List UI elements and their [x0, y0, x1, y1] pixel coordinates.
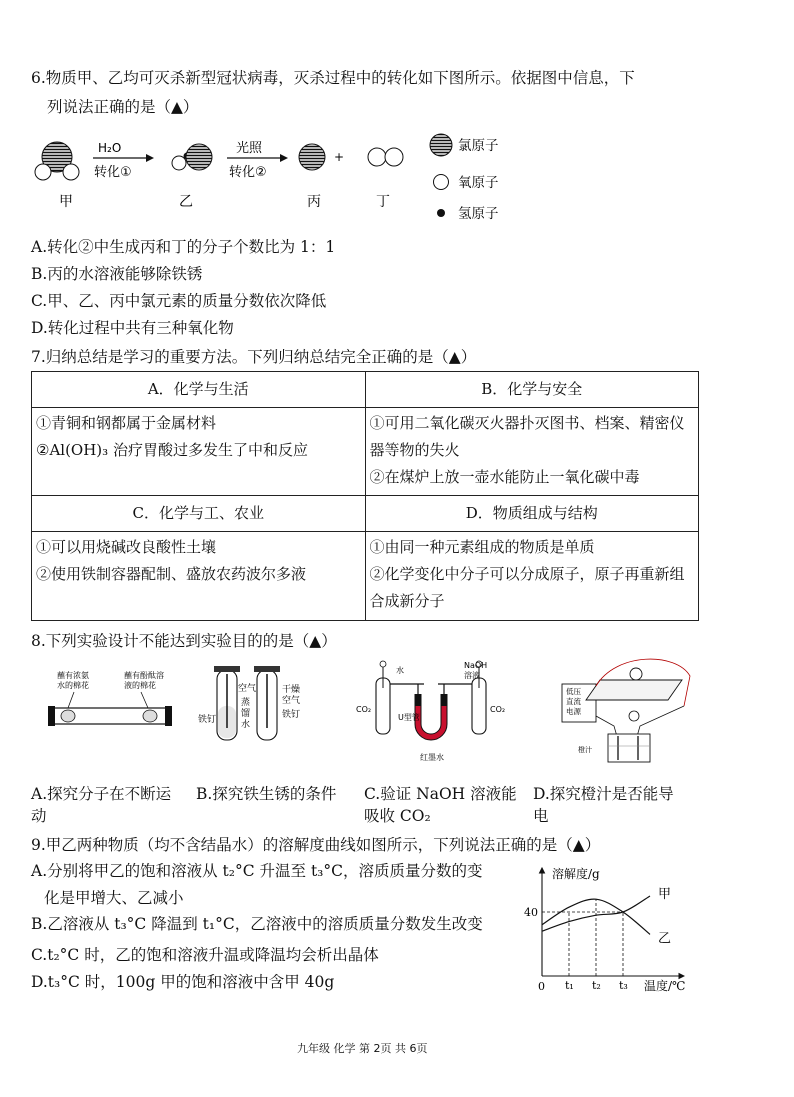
svg-text:液的棉花: 液的棉花 — [124, 681, 156, 690]
svg-text:橙汁: 橙汁 — [578, 746, 592, 754]
plus-sign: + — [334, 150, 345, 164]
svg-text:蒸: 蒸 — [241, 698, 251, 708]
q7-cell-a: ①青铜和钢都属于金属材料 ②Al(OH)₃ 治疗胃酸过多发生了中和反应 — [32, 408, 366, 496]
chart-origin: 0 — [538, 980, 545, 993]
q8-figure-d — [556, 656, 706, 766]
q8-stem: 8.下列实验设计不能达到实验目的的是（▲） — [31, 632, 337, 650]
svg-text:空气: 空气 — [282, 696, 301, 706]
q7-cell-c: ①可以用烧碱改良酸性土壤 ②使用铁制容器配制、盛放农药波尔多液 — [32, 532, 366, 621]
svg-text:氧原子: 氧原子 — [458, 175, 499, 191]
q7-head-d: D．物质组成与结构 — [365, 496, 699, 532]
molecule-yi — [172, 144, 212, 170]
legend-chlorine — [430, 134, 499, 156]
q6-reaction-diagram — [30, 130, 520, 225]
svg-text:空气: 空气 — [238, 684, 257, 694]
q7-cell-b: ①可用二氧化碳灭火器扑灭图书、档案、精密仪器等物的失火 ②在煤炉上放一壶水能防止一氧化碳中毒 — [365, 408, 699, 496]
chart-ylabel: 溶解度/g — [552, 867, 600, 881]
q7-head-c: C．化学与工、农业 — [32, 496, 366, 532]
label-ding: 丁 — [376, 194, 390, 210]
q8-figure-b — [196, 656, 326, 756]
svg-text:干燥: 干燥 — [282, 685, 301, 695]
svg-text:CO₂: CO₂ — [356, 705, 372, 714]
series-label-0: 甲 — [658, 887, 672, 902]
q6-option-d: D.转化过程中共有三种氧化物 — [31, 319, 234, 337]
arrow2-bottom-label: 转化② — [229, 165, 267, 180]
svg-text:水: 水 — [241, 720, 251, 730]
q8-option-c-line2: 吸收 CO₂ — [364, 807, 431, 825]
q7-summary-table — [31, 371, 699, 621]
q7-cell-d: ①由同一种元素组成的物质是单质 ②化学变化中分子可以分成原子，原子再重新组合成新分子 — [365, 532, 699, 621]
y-tick-label-0: 40 — [524, 906, 538, 919]
page-footer: 九年级 化学 第 2页 共 6页 — [297, 1042, 428, 1055]
svg-text:氢原子: 氢原子 — [458, 206, 499, 222]
svg-text:低压: 低压 — [566, 687, 581, 696]
x-tick-label-2: t₃ — [619, 979, 628, 992]
q7-head-a: A．化学与生活 — [32, 372, 366, 408]
q8-option-c-line1: C.验证 NaOH 溶液能 — [364, 785, 517, 803]
q8-option-a-line2: 动 — [31, 807, 47, 825]
q9-option-d: D.t₃°C 时，100g 甲的饱和溶液中含甲 40g — [31, 973, 335, 991]
svg-text:馏: 馏 — [241, 709, 251, 719]
q9-option-b: B.乙溶液从 t₃°C 降温到 t₁°C，乙溶液中的溶质质量分数发生改变 — [31, 915, 483, 933]
svg-text:CO₂: CO₂ — [490, 705, 506, 714]
q6-stem-line2: 列说法正确的是（▲） — [47, 98, 199, 116]
svg-text:水的棉花: 水的棉花 — [57, 681, 89, 690]
q6-stem-line1: 6.物质甲、乙均可灭杀新型冠状病毒，灭杀过程中的转化如下图所示。依据图中信息，下 — [31, 69, 635, 87]
q9-option-a-line2: 化是甲增大、乙减小 — [44, 889, 184, 907]
x-tick-label-0: t₁ — [565, 979, 574, 992]
q7-head-b: B．化学与安全 — [365, 372, 699, 408]
svg-text:水: 水 — [396, 666, 404, 675]
svg-text:氯原子: 氯原子 — [458, 138, 499, 154]
svg-text:U型管: U型管 — [398, 713, 420, 722]
arrow2-top-label: 光照 — [236, 141, 263, 156]
arrow1-bottom-label: 转化① — [94, 165, 132, 180]
arrow1-top-label: H₂O — [98, 141, 122, 155]
molecule-jia — [35, 142, 79, 180]
q6-option-b: B.丙的水溶液能够除铁锈 — [31, 265, 203, 283]
chart-xlabel: 温度/℃ — [644, 979, 686, 993]
svg-text:铁钉: 铁钉 — [198, 715, 217, 725]
svg-text:电源: 电源 — [566, 707, 581, 716]
legend-oxygen — [434, 175, 499, 192]
legend-hydrogen — [437, 206, 499, 222]
svg-text:蘸有浓氨: 蘸有浓氨 — [57, 671, 89, 680]
q9-option-a-line1: A.分别将甲乙的饱和溶液从 t₂°C 升温至 t₃°C，溶质质量分数的变 — [31, 862, 483, 880]
svg-text:铁钉: 铁钉 — [282, 710, 301, 720]
molecule-bing — [299, 144, 325, 170]
q8-option-b: B.探究铁生锈的条件 — [196, 785, 337, 803]
svg-text:蘸有酚酞溶: 蘸有酚酞溶 — [124, 671, 164, 680]
svg-text:NaOH: NaOH — [464, 661, 488, 670]
q9-stem: 9.甲乙两种物质（均不含结晶水）的溶解度曲线如图所示，下列说法正确的是（▲） — [31, 836, 601, 854]
x-tick-label-1: t₂ — [592, 979, 601, 992]
q8-option-d-line2: 电 — [533, 807, 549, 825]
solubility-chart — [522, 856, 722, 994]
q6-option-c: C.甲、乙、丙中氯元素的质量分数依次降低 — [31, 292, 327, 310]
q8-option-a-line1: A.探究分子在不断运 — [31, 785, 172, 803]
svg-text:红墨水: 红墨水 — [420, 753, 444, 762]
q8-figure-a — [44, 664, 174, 744]
q7-stem: 7.归纳总结是学习的重要方法。下列归纳总结完全正确的是（▲） — [31, 348, 477, 366]
q8-option-d-line1: D.探究橙汁是否能导 — [533, 785, 674, 803]
series-label-1: 乙 — [658, 931, 672, 947]
label-yi: 乙 — [179, 194, 193, 210]
svg-text:直流: 直流 — [566, 697, 581, 706]
q6-option-a: A.转化②中生成丙和丁的分子个数比为 1：1 — [31, 238, 336, 256]
label-bing: 丙 — [307, 194, 321, 210]
molecule-ding — [368, 148, 403, 166]
q8-figure-c — [356, 658, 526, 768]
label-jia: 甲 — [59, 194, 73, 210]
q9-option-c: C.t₂°C 时，乙的饱和溶液升温或降温均会析出晶体 — [31, 946, 379, 964]
svg-text:溶液: 溶液 — [464, 671, 480, 680]
